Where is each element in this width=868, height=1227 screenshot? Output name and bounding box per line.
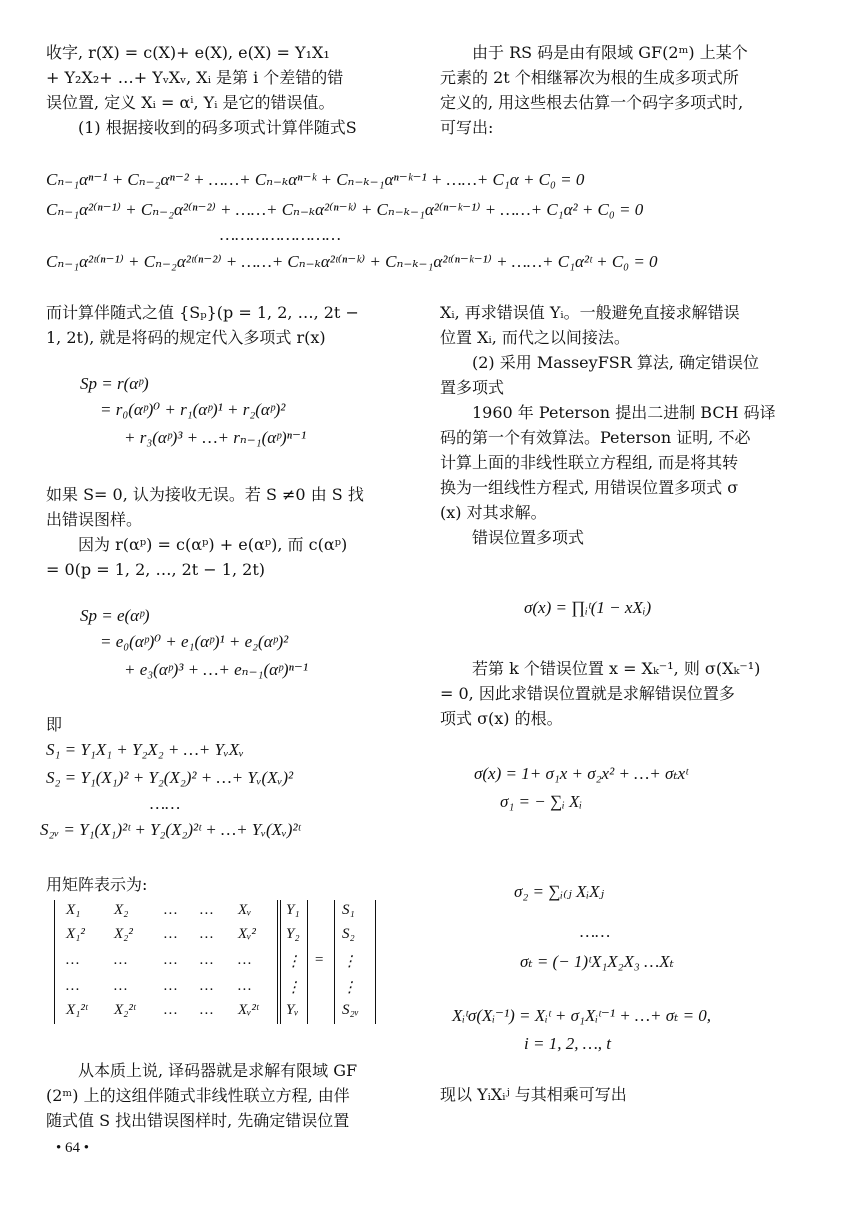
index-range: i = 1, 2, …, t (524, 1034, 612, 1053)
text-line: = 0(p = 1, 2, …, 2t − 1, 2t) (46, 560, 265, 579)
matrix-cell: … (114, 952, 128, 968)
text-line: 项式 σ(x) 的根。 (440, 709, 563, 728)
matrix-cell: … (114, 978, 128, 994)
ji-label: 即 (46, 715, 63, 734)
y-vector-cell: Yᵥ (286, 1002, 299, 1018)
matrix-cell: Xᵥ² (238, 926, 256, 942)
text-line: (1) 根据接收到的码多项式计算伴随式S (78, 118, 357, 137)
matrix-equals: = (314, 952, 325, 968)
right-root-paragraph (440, 656, 800, 731)
text-line: 如果 S= 0, 认为接收无误。若 S ≠0 由 S 找 (46, 485, 364, 504)
sigma-ellipsis: …… (580, 922, 611, 941)
text-line: 可写出: (440, 118, 494, 137)
right-bottom-paragraph: 现以 YᵢXᵢʲ 与其相乘可写出 (440, 1085, 627, 1104)
text-line: 位置 Xᵢ, 而代之以间接法。 (440, 328, 630, 347)
matrix-cell: … (238, 952, 252, 968)
matrix-cell: X₂² (114, 926, 133, 942)
text-line: 定义的, 用这些根去估算一个码字多项式时, (440, 93, 744, 112)
matrix-cell: … (200, 902, 214, 918)
right-top-paragraph (440, 40, 800, 140)
s-vector-cell: S₂ᵥ (342, 1002, 359, 1018)
text-line: (2ᵐ) 上的这组伴随式非线性联立方程, 由伴 (46, 1086, 350, 1105)
s-equation-3: S₂ᵥ = Y₁(X₁)²ᵗ + Y₂(X₂)²ᵗ + …+ Yᵥ(Xᵥ)²ᵗ (40, 820, 301, 839)
sp-equation-1a: Sp = r(αᵖ) (80, 374, 149, 393)
text-line: 随式值 S 找出错误图样时, 先确定错误位置 (46, 1111, 350, 1130)
matrix-cell: … (238, 978, 252, 994)
sp-equation-2a: Sp = e(αᵖ) (80, 606, 150, 625)
sigma-polynomial: σ(x) = 1+ σ₁x + σ₂x² + …+ σₜxᵗ (474, 764, 688, 783)
sp-equation-1b: = r₀(αᵖ)⁰ + r₁(αᵖ)¹ + r₂(αᵖ)² (100, 400, 286, 419)
text-line: Xᵢ, 再求错误值 Yᵢ。一般避免直接求解错误 (440, 303, 740, 322)
left-syndrome-paragraph (46, 300, 404, 350)
text-line: 1960 年 Peterson 提出二进制 BCH 码译 (472, 403, 776, 422)
equation-line-3: Cₙ₋₁α²ᵗ⁽ⁿ⁻¹⁾ + Cₙ₋₂α²ᵗ⁽ⁿ⁻²⁾ + ……+ Cₙ₋ₖα²ᵗ⁽ⁿ⁻ᵏ⁾ + Cₙ₋ₖ₋₁α²ᵗ⁽ⁿ⁻ᵏ⁻¹⁾ + ……+ C₁α²ᵗ + C₀ = 0 (46, 252, 658, 271)
matrix-cell: … (164, 952, 178, 968)
matrix-cell: … (164, 926, 178, 942)
text-line: 错误位置多项式 (472, 528, 585, 547)
matrix-cell: … (200, 1002, 214, 1018)
y-vector-cell: Y₁ (286, 902, 300, 918)
sigma-t-equation: σₜ = (− 1)ᵗX₁X₂X₃ …Xₜ (520, 952, 674, 971)
s-vector-cell: S₁ (342, 902, 355, 918)
sigma-product-equation: σ(x) = ∏ᵢᵗ(1 − xXᵢ) (524, 598, 652, 617)
left-bottom-paragraph (46, 1058, 404, 1133)
text-line: 误位置, 定义 Xᵢ = αⁱ, Yᵢ 是它的错误值。 (46, 93, 335, 112)
text-line: 码的第一个有效算法。Peterson 证明, 不必 (440, 428, 751, 447)
s-vector-cell: ⋮ (342, 980, 357, 996)
sigma-1-equation: σ₁ = − ∑ᵢ Xᵢ (500, 792, 583, 811)
s-equation-2: S₂ = Y₁(X₁)² + Y₂(X₂)² + …+ Yᵥ(Xᵥ)² (46, 768, 294, 787)
y-vector-cell: Y₂ (286, 926, 300, 942)
text-line: 置多项式 (440, 378, 505, 397)
text-line: 换为一组线性方程式, 用错误位置多项式 σ (440, 478, 739, 497)
matrix-cell: … (200, 926, 214, 942)
matrix-intro: 用矩阵表示为: (46, 875, 148, 894)
text-line: 因为 r(αᵖ) = c(αᵖ) + e(αᵖ), 而 c(αᵖ) (78, 535, 348, 554)
text-line: + Y₂X₂+ …+ YᵥXᵥ, Xᵢ 是第 i 个差错的错 (46, 68, 344, 87)
text-line: (x) 对其求解。 (440, 503, 547, 522)
left-top-paragraph (46, 40, 404, 140)
matrix-cell: X₁²ᵗ (66, 1002, 88, 1018)
text-line: 若第 k 个错误位置 x = Xₖ⁻¹, 则 σ(Xₖ⁻¹) (472, 659, 761, 678)
y-vector-cell: ⋮ (286, 954, 301, 970)
sigma-root-equation: Xᵢᵗσ(Xᵢ⁻¹) = Xᵢᵗ + σ₁Xᵢᵗ⁻¹ + …+ σₜ = 0, (452, 1006, 712, 1025)
equation-line-1: Cₙ₋₁αⁿ⁻¹ + Cₙ₋₂αⁿ⁻² + ……+ Cₙ₋ₖαⁿ⁻ᵏ + Cₙ₋ₖ₋₁αⁿ⁻ᵏ⁻¹ + ……+ C₁α + C₀ = 0 (46, 170, 585, 189)
text-line: 计算上面的非线性联立方程组, 而是将其转 (440, 453, 739, 472)
right-mid-paragraphs (440, 300, 800, 550)
sp-equation-1c: + r₃(αᵖ)³ + …+ rₙ₋₁(αᵖ)ⁿ⁻¹ (124, 428, 307, 447)
sp-equation-2b: = e₀(αᵖ)⁰ + e₁(αᵖ)¹ + e₂(αᵖ)² (100, 632, 289, 651)
matrix-cell: … (200, 978, 214, 994)
matrix-cell: … (66, 978, 80, 994)
text-line: (2) 采用 MasseyFSR 算法, 确定错误位 (472, 353, 760, 372)
matrix-cell: X₁² (66, 926, 85, 942)
equation-ellipsis: …………………… (220, 225, 341, 244)
syndrome-matrix (52, 900, 392, 1028)
s-equation-ellipsis: …… (150, 794, 181, 813)
matrix-cell: … (164, 978, 178, 994)
matrix-cell: … (164, 902, 178, 918)
equation-line-2: Cₙ₋₁α²⁽ⁿ⁻¹⁾ + Cₙ₋₂α²⁽ⁿ⁻²⁾ + ……+ Cₙ₋ₖα²⁽ⁿ⁻ᵏ⁾ + Cₙ₋ₖ₋₁α²⁽ⁿ⁻ᵏ⁻¹⁾ + ……+ C₁α² + C₀ = 0 (46, 200, 644, 219)
text-line: 元素的 2t 个相继幂次为根的生成多项式所 (440, 68, 739, 87)
matrix-cell: … (164, 1002, 178, 1018)
matrix-cell: X₂²ᵗ (114, 1002, 136, 1018)
sigma-2-equation: σ₂ = ∑ᵢ₍ⱼ XᵢXⱼ (514, 882, 604, 901)
text-line: 由于 RS 码是由有限域 GF(2ᵐ) 上某个 (472, 43, 748, 62)
s-vector-cell: S₂ (342, 926, 355, 942)
text-line: 出错误图样。 (46, 510, 143, 529)
y-vector-cell: ⋮ (286, 980, 301, 996)
text-line: = 0, 因此求错误位置就是求解错误位置多 (440, 684, 735, 703)
matrix-cell: Xᵥ²ᵗ (238, 1002, 259, 1018)
matrix-cell: … (200, 952, 214, 968)
matrix-cell: X₁ (66, 902, 81, 918)
matrix-cell: Xᵥ (238, 902, 252, 918)
left-paragraph-2 (46, 482, 404, 582)
matrix-cell: … (66, 952, 80, 968)
text-line: 收字, r(X) = c(X)+ e(X), e(X) = Y₁X₁ (46, 43, 330, 62)
page-number: • 64 • (56, 1140, 90, 1156)
text-line: 而计算伴随式之值 {Sₚ}(p = 1, 2, …, 2t − (46, 303, 359, 322)
text-line: 从本质上说, 译码器就是求解有限域 GF (78, 1061, 358, 1080)
sp-equation-2c: + e₃(αᵖ)³ + …+ eₙ₋₁(αᵖ)ⁿ⁻¹ (124, 660, 308, 679)
s-equation-1: S₁ = Y₁X₁ + Y₂X₂ + …+ YᵥXᵥ (46, 740, 244, 759)
text-line: 1, 2t), 就是将码的规定代入多项式 r(x) (46, 328, 326, 347)
matrix-cell: X₂ (114, 902, 129, 918)
s-vector-cell: ⋮ (342, 954, 357, 970)
